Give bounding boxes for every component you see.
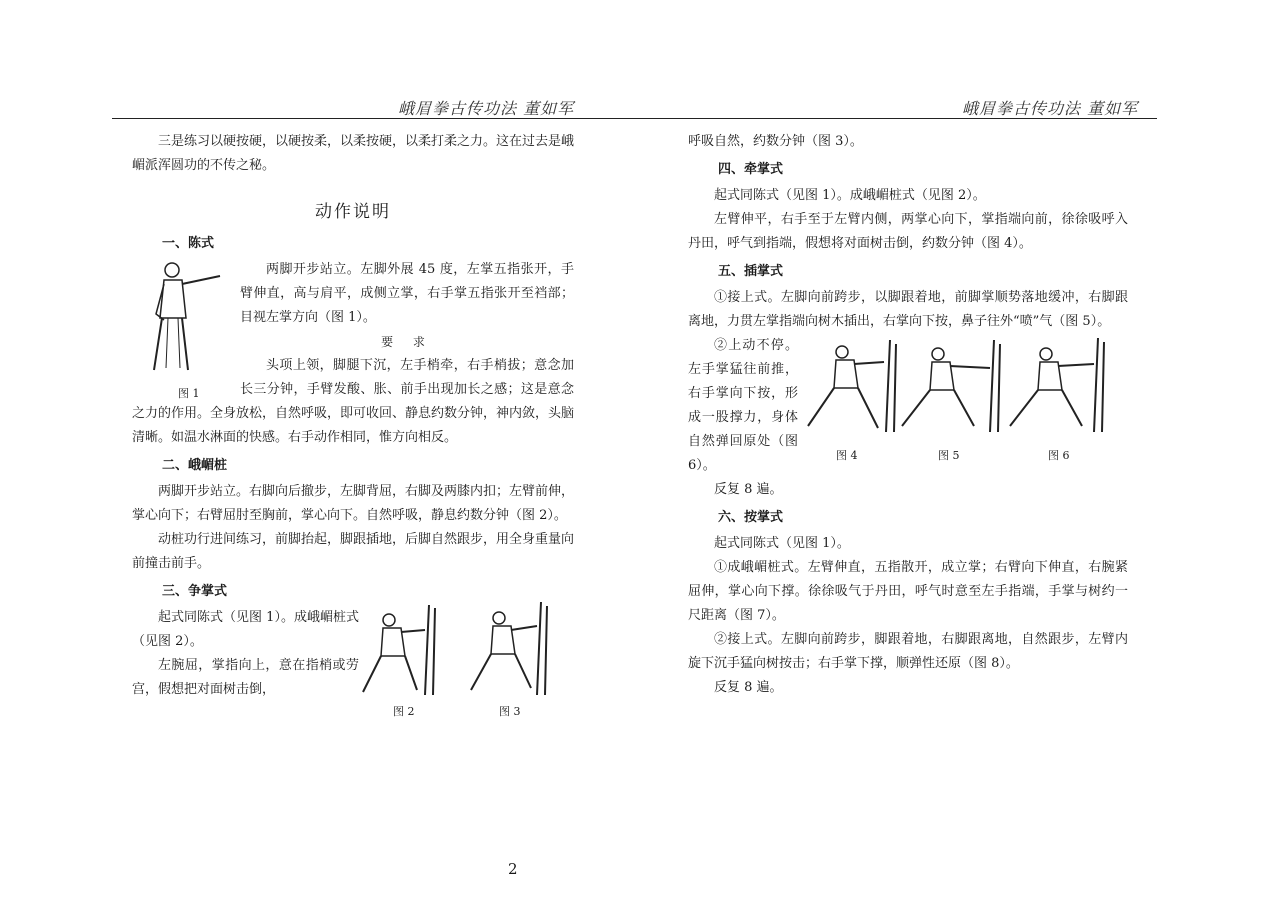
figures-4-5-6 xyxy=(798,334,1128,464)
right-paragraph-0: 呼吸自然，约数分钟（图 3）。 xyxy=(688,134,863,149)
section-6-paragraph-2: ①成峨嵋桩式。左臂伸直，五指散开，成立掌；右臂向下伸直，右腕紧屈伸，掌心向下撑。徐徐吸气于丹田，呼气时意至左手指端，手掌与树约一尺距离（图 7）。 xyxy=(688,560,1128,623)
heading-section-6: 六、按掌式 xyxy=(718,510,784,525)
figure-3-caption: 图 3 xyxy=(499,705,521,718)
header-rule xyxy=(112,118,1157,119)
figure-1-caption: 图 1 xyxy=(178,387,200,400)
heading-section-4: 四、牵掌式 xyxy=(718,162,784,177)
section-6-paragraph-4: 反复 8 遍。 xyxy=(714,680,783,695)
figure-4-5-6-illustration xyxy=(798,334,1128,442)
figure-2-3-illustration xyxy=(359,600,574,700)
section-1-paragraph-1: 两脚开步站立。左脚外展 45 度，左掌五指张开，手臂伸直，高与肩平，成侧立掌，右手掌五指张开至裆部；目视左掌方向（图 1）。 xyxy=(240,262,574,325)
heading-section-2: 二、峨嵋桩 xyxy=(162,458,228,473)
section-6-paragraph-1: 起式同陈式（见图 1）。 xyxy=(714,536,850,551)
section-5-paragraph-2: ②上动不停。左手掌猛往前推，右手掌向下按，形成一股撑力，身体自然弹回原处（图 6）。 xyxy=(688,338,798,473)
section-5-paragraph-1: ①接上式。左脚向前跨步，以脚跟着地，前脚掌顺势落地缓冲，右脚跟离地，力贯左掌指端向树木插出，右掌向下按，鼻子往外“喷”气（图 5）。 xyxy=(688,290,1128,329)
figure-1 xyxy=(142,258,232,398)
figure-1-illustration xyxy=(142,258,232,378)
running-head-left: 峨眉拳古传功法 董如军 xyxy=(398,99,575,118)
running-head-right: 峨眉拳古传功法 董如军 xyxy=(962,99,1139,118)
left-column xyxy=(132,130,574,720)
heading-section-1: 一、陈式 xyxy=(162,236,215,251)
section-5-paragraph-3: 反复 8 遍。 xyxy=(714,482,783,497)
figures-2-3 xyxy=(359,600,574,720)
figure-6-caption: 图 6 xyxy=(1048,449,1070,462)
section-1-requirement-label: 要 求 xyxy=(381,335,433,349)
figure-2-caption: 图 2 xyxy=(393,705,415,718)
section-6-paragraph-3: ②接上式。左脚向前跨步，脚跟着地，右脚跟离地，自然跟步，左臂内旋下沉手猛向树按击；右手掌下撑，顺弹性还原（图 8）。 xyxy=(688,632,1128,671)
section-4-paragraph-2: 左臂伸平，右手至于左臂内侧，两掌心向下，掌指端向前，徐徐吸呼入丹田，呼气到指端，假想将对面树击倒，约数分钟（图 4）。 xyxy=(688,212,1128,251)
right-column xyxy=(688,130,1128,700)
section-2-paragraph-1: 两脚开步站立。右脚向后撤步，左脚背屈，右脚及两膝内扣；左臂前伸，掌心向下；右臂屈肘至胸前，掌心向下。自然呼吸，静息约数分钟（图 2）。 xyxy=(132,484,575,523)
page-number: 2 xyxy=(508,860,518,878)
figure-5-caption: 图 5 xyxy=(938,449,960,462)
section-1-paragraph-2: 头项上领，脚腿下沉，左手梢牵，右手梢拔；意念加长三分钟，手臂发酸、胀、前手出现加长之感；这是意念之力的作用。全身放松，自然呼吸，即可收回、静息约数分钟，神内敛，头脑清晰。如温水淋面的快感。右手动作相同，惟方向相反。 xyxy=(132,358,575,445)
section-3-paragraph-2: 左腕屈，掌指向上，意在指梢或劳宫，假想把对面树击倒， xyxy=(132,658,359,697)
section-2-paragraph-2: 动桩功行进间练习，前脚抬起，脚跟插地，后脚自然跟步，用全身重量向前撞击前手。 xyxy=(132,532,575,571)
heading-section-3: 三、争掌式 xyxy=(162,584,228,599)
section-3-paragraph-1: 起式同陈式（见图 1）。成峨嵋桩式（见图 2）。 xyxy=(132,610,359,649)
section-title: 动作说明 xyxy=(315,202,391,222)
figure-4-caption: 图 4 xyxy=(836,449,858,462)
section-4-paragraph-1: 起式同陈式（见图 1）。成峨嵋桩式（见图 2）。 xyxy=(714,188,986,203)
heading-section-5: 五、插掌式 xyxy=(718,264,784,279)
intro-paragraph: 三是练习以硬按硬，以硬按柔，以柔按硬，以柔打柔之力。这在过去是峨嵋派浑圆功的不传之秘。 xyxy=(132,134,575,173)
